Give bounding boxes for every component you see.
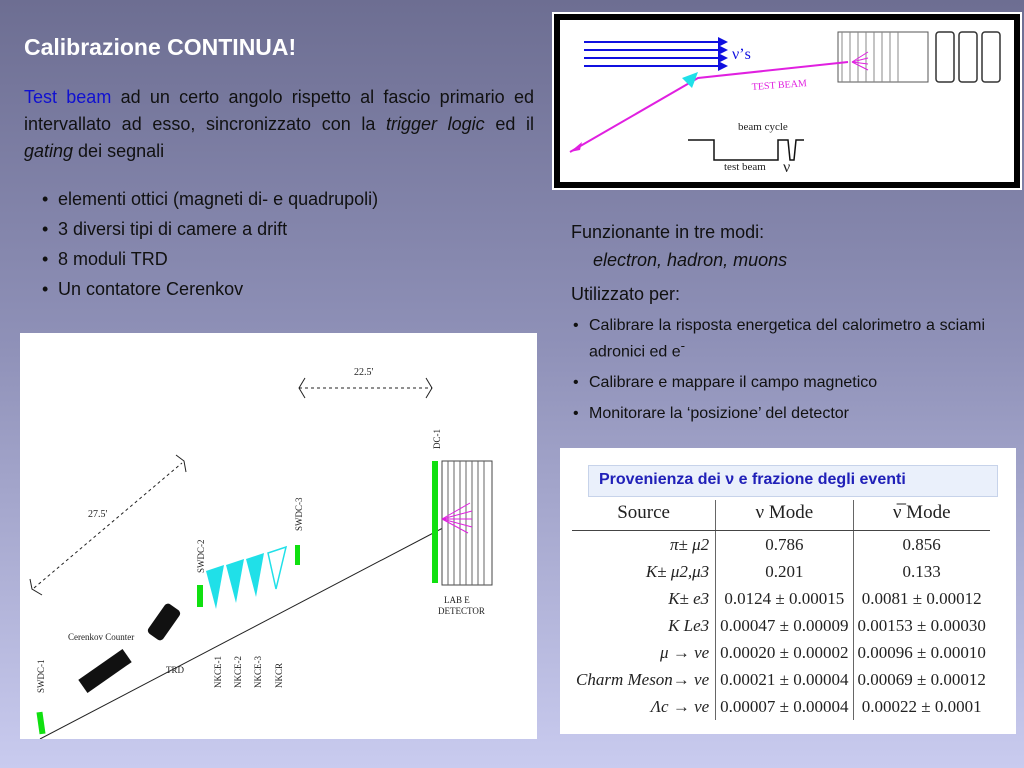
table-row [572, 639, 990, 666]
table-cell-nu: 0.00020 ± 0.00002 [716, 639, 853, 666]
table-cell-source: μ → νe [572, 639, 716, 666]
list-item [571, 316, 985, 362]
list-item: • Calibrare e mappare il campo magnetico [571, 373, 985, 393]
nkce3-label: NKCE-3 [253, 656, 263, 688]
table-cell-nubar: 0.00069 ± 0.00012 [857, 669, 986, 689]
table-cell-source: Charm Meson→ νe [572, 666, 716, 693]
slide-title: Calibrazione CONTINUA! [24, 34, 297, 60]
intro-highlight: Test beam [24, 87, 112, 107]
column-header-source: Source [572, 500, 716, 531]
nkce1-label: NKCE-1 [213, 656, 223, 688]
table-cell-nu: 0.786 [716, 531, 853, 559]
test-beam-label: TEST BEAM [751, 78, 808, 93]
trd-module [146, 602, 181, 642]
intro-text-3: dei segnali [73, 141, 165, 161]
swdc3-chamber [295, 545, 300, 565]
table-cell-nubar: 0.133 [902, 561, 941, 581]
table-cell-source: K± μ2,μ3 [572, 558, 716, 585]
uses-title: Utilizzato per: [571, 284, 681, 304]
intro-emphasis-1: trigger logic [386, 114, 485, 134]
column-header-nu-mode: ν Mode [716, 500, 853, 531]
list-item: • elementi ottici (magneti di- e quadrupoli) [40, 184, 378, 214]
table-cell-nubar: 0.0081 ± 0.00012 [861, 588, 982, 608]
table-cell-source: K± e3 [572, 585, 716, 612]
table-cell-nu: 0.0124 ± 0.00015 [716, 585, 853, 612]
table-row [572, 585, 990, 612]
nu-small-label: ν [783, 159, 791, 176]
dc1-chamber [432, 461, 438, 583]
table-cell-nu: 0.00021 ± 0.00004 [716, 666, 853, 693]
list-item: • Un contatore Cerenkov [40, 274, 378, 304]
detector-layout-svg [20, 333, 537, 739]
uses-list [571, 316, 985, 435]
table-header-row [572, 500, 990, 531]
intro-emphasis-2: gating [24, 141, 74, 161]
table-cell-nu: 0.00047 ± 0.00009 [716, 612, 853, 639]
table-heading-box [588, 465, 998, 497]
swdc1-label: SWDC-1 [36, 659, 46, 693]
table-heading: Provenienza dei ν e frazione degli eventi [599, 471, 906, 488]
intro-text-2: ed il [484, 114, 534, 134]
table-cell-nu: 0.201 [716, 558, 853, 585]
intro-text-1: ad un certo angolo rispetto al fascio primario ed intervallato ad esso, sincronizzato con la [24, 87, 534, 134]
nu-label: ν’s [732, 46, 751, 63]
modes-block [571, 218, 787, 274]
table-cell-nubar: 0.00153 ± 0.00030 [857, 615, 986, 635]
table-row [572, 558, 990, 585]
distance-left-label: 27.5' [88, 509, 108, 520]
swdc1-chamber [36, 712, 45, 735]
table-cell-source: π± μ2 [572, 531, 716, 559]
list-item: • 8 moduli TRD [40, 244, 378, 274]
modes-list: electron, hadron, muons [593, 250, 788, 270]
swdc2-chamber [197, 585, 203, 607]
table-row [572, 693, 990, 720]
detector-layout-diagram [20, 333, 537, 739]
beam-cycle-diagram [552, 12, 1022, 190]
test-beam-small-label: test beam [724, 161, 766, 173]
detector-label-line2: DETECTOR [438, 606, 485, 616]
uses-item-text: Calibrare la risposta energetica del calorimetro a sciami adronici ed e [589, 317, 985, 361]
beam-cycle-svg [552, 12, 1022, 190]
dc1-label: DC-1 [432, 429, 442, 449]
swdc3-label: SWDC-3 [294, 497, 304, 531]
detector-label-line1: LAB E [444, 595, 470, 605]
electron-superscript: - [680, 338, 686, 353]
nkce1-magnet [206, 565, 224, 609]
table-row [572, 612, 990, 639]
table-row [572, 666, 990, 693]
list-item: • 3 diversi tipi di camere a drift [40, 214, 378, 244]
table-cell-source: Λc → νe [572, 693, 716, 720]
table-cell-nubar: 0.856 [902, 534, 941, 554]
intro-paragraph [24, 84, 534, 165]
table-cell-nubar: 0.00096 ± 0.00010 [857, 642, 986, 662]
table-cell-nu: 0.00007 ± 0.00004 [716, 693, 853, 720]
column-header-nubar-mode: ν̅ Mode [853, 500, 990, 531]
components-list [40, 184, 378, 304]
table-row [572, 531, 990, 559]
cerenkov-label: Cerenkov Counter [68, 632, 135, 642]
neutrino-source-table-panel [560, 448, 1016, 734]
distance-top-label: 22.5' [354, 367, 374, 378]
nkce3-magnet [246, 553, 264, 597]
nkcr-magnet [268, 547, 286, 589]
nkce2-label: NKCE-2 [233, 656, 243, 688]
trd-label: TRD [166, 665, 184, 675]
table-cell-source: K Le3 [572, 612, 716, 639]
neutrino-source-table [572, 500, 990, 720]
cerenkov-counter [78, 649, 131, 693]
beam-axis-line [40, 519, 460, 739]
nkcr-label: NKCR [274, 662, 284, 688]
list-item: • Monitorare la ‘posizione’ del detector [571, 404, 985, 424]
cycle-label: beam cycle [738, 121, 788, 133]
modes-title: Funzionante in tre modi: [571, 222, 765, 242]
nkce2-magnet [226, 559, 244, 603]
table-cell-nubar: 0.00022 ± 0.0001 [861, 696, 982, 716]
swdc2-label: SWDC-2 [196, 539, 206, 573]
